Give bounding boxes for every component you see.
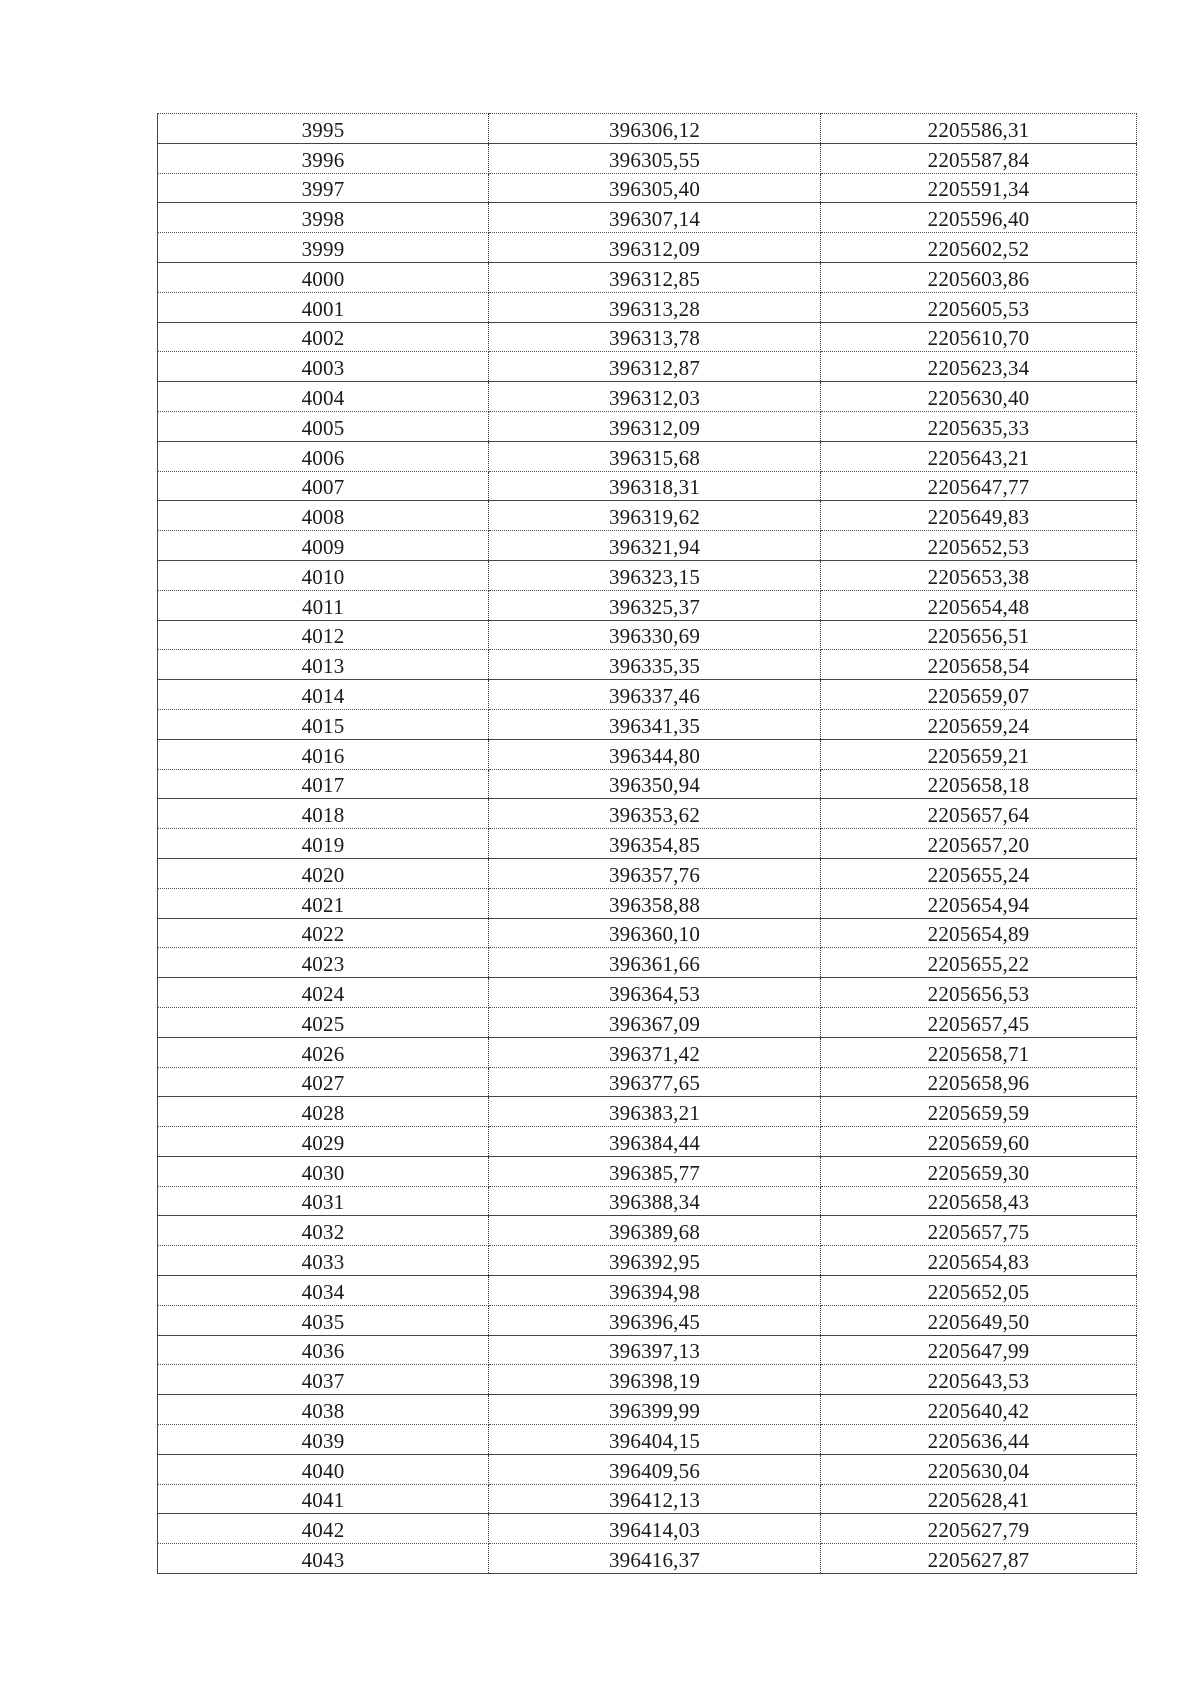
table-row (158, 322, 1137, 352)
point-number-cell: 4011 (158, 590, 489, 620)
y-coordinate-cell: 2205586,31 (821, 114, 1137, 144)
point-number-cell: 4042 (158, 1514, 489, 1544)
point-number-cell: 4021 (158, 888, 489, 918)
y-coordinate-cell: 2205652,53 (821, 531, 1137, 561)
x-coordinate-cell: 396367,09 (489, 1007, 821, 1037)
y-coordinate-cell: 2205653,38 (821, 560, 1137, 590)
point-number-cell: 4007 (158, 471, 489, 501)
table-row (158, 1395, 1137, 1425)
x-coordinate-cell: 396315,68 (489, 441, 821, 471)
y-coordinate-cell: 2205659,59 (821, 1097, 1137, 1127)
point-number-cell: 4014 (158, 680, 489, 710)
x-coordinate-cell: 396305,40 (489, 173, 821, 203)
x-coordinate-cell: 396350,94 (489, 769, 821, 799)
x-coordinate-cell: 396335,35 (489, 650, 821, 680)
x-coordinate-cell: 396312,09 (489, 233, 821, 263)
table-row (158, 471, 1137, 501)
table-row (158, 114, 1137, 144)
y-coordinate-cell: 2205658,54 (821, 650, 1137, 680)
table-row (158, 352, 1137, 382)
y-coordinate-cell: 2205610,70 (821, 322, 1137, 352)
y-coordinate-cell: 2205587,84 (821, 143, 1137, 173)
x-coordinate-cell: 396318,31 (489, 471, 821, 501)
y-coordinate-cell: 2205657,20 (821, 829, 1137, 859)
x-coordinate-cell: 396383,21 (489, 1097, 821, 1127)
point-number-cell: 4017 (158, 769, 489, 799)
y-coordinate-cell: 2205640,42 (821, 1395, 1137, 1425)
y-coordinate-cell: 2205628,41 (821, 1484, 1137, 1514)
point-number-cell: 4008 (158, 501, 489, 531)
y-coordinate-cell: 2205643,53 (821, 1365, 1137, 1395)
x-coordinate-cell: 396396,45 (489, 1305, 821, 1335)
x-coordinate-cell: 396404,15 (489, 1425, 821, 1455)
y-coordinate-cell: 2205658,71 (821, 1037, 1137, 1067)
table-row (158, 680, 1137, 710)
x-coordinate-cell: 396416,37 (489, 1544, 821, 1574)
y-coordinate-cell: 2205627,79 (821, 1514, 1137, 1544)
table-row (158, 858, 1137, 888)
point-number-cell: 4012 (158, 620, 489, 650)
y-coordinate-cell: 2205635,33 (821, 411, 1137, 441)
x-coordinate-cell: 396409,56 (489, 1454, 821, 1484)
table-row (158, 769, 1137, 799)
table-row (158, 978, 1137, 1008)
x-coordinate-cell: 396305,55 (489, 143, 821, 173)
table-row (158, 1454, 1137, 1484)
y-coordinate-cell: 2205659,60 (821, 1127, 1137, 1157)
point-number-cell: 4029 (158, 1127, 489, 1157)
y-coordinate-cell: 2205647,99 (821, 1335, 1137, 1365)
table-row (158, 1425, 1137, 1455)
y-coordinate-cell: 2205623,34 (821, 352, 1137, 382)
y-coordinate-cell: 2205603,86 (821, 262, 1137, 292)
point-number-cell: 4026 (158, 1037, 489, 1067)
table-row (158, 1514, 1137, 1544)
point-number-cell: 4038 (158, 1395, 489, 1425)
point-number-cell: 4040 (158, 1454, 489, 1484)
y-coordinate-cell: 2205656,51 (821, 620, 1137, 650)
table-row (158, 203, 1137, 233)
point-number-cell: 4031 (158, 1186, 489, 1216)
y-coordinate-cell: 2205591,34 (821, 173, 1137, 203)
table-row (158, 292, 1137, 322)
point-number-cell: 4028 (158, 1097, 489, 1127)
table-row (158, 1484, 1137, 1514)
table-row (158, 948, 1137, 978)
point-number-cell: 4018 (158, 799, 489, 829)
x-coordinate-cell: 396325,37 (489, 590, 821, 620)
point-number-cell: 4010 (158, 560, 489, 590)
point-number-cell: 3999 (158, 233, 489, 263)
table-row (158, 501, 1137, 531)
point-number-cell: 4037 (158, 1365, 489, 1395)
x-coordinate-cell: 396312,87 (489, 352, 821, 382)
x-coordinate-cell: 396361,66 (489, 948, 821, 978)
x-coordinate-cell: 396371,42 (489, 1037, 821, 1067)
point-number-cell: 4013 (158, 650, 489, 680)
table-row (158, 173, 1137, 203)
table-row (158, 531, 1137, 561)
point-number-cell: 4034 (158, 1276, 489, 1306)
table-row (158, 709, 1137, 739)
x-coordinate-cell: 396321,94 (489, 531, 821, 561)
point-number-cell: 4019 (158, 829, 489, 859)
y-coordinate-cell: 2205659,30 (821, 1156, 1137, 1186)
x-coordinate-cell: 396357,76 (489, 858, 821, 888)
x-coordinate-cell: 396337,46 (489, 680, 821, 710)
x-coordinate-cell: 396399,99 (489, 1395, 821, 1425)
y-coordinate-cell: 2205643,21 (821, 441, 1137, 471)
table-row (158, 1007, 1137, 1037)
table-row (158, 1037, 1137, 1067)
y-coordinate-cell: 2205659,21 (821, 739, 1137, 769)
y-coordinate-cell: 2205602,52 (821, 233, 1137, 263)
point-number-cell: 4009 (158, 531, 489, 561)
point-number-cell: 4043 (158, 1544, 489, 1574)
table-row (158, 650, 1137, 680)
table-row (158, 739, 1137, 769)
point-number-cell: 4000 (158, 262, 489, 292)
point-number-cell: 3997 (158, 173, 489, 203)
x-coordinate-cell: 396388,34 (489, 1186, 821, 1216)
point-number-cell: 4039 (158, 1425, 489, 1455)
y-coordinate-cell: 2205630,40 (821, 382, 1137, 412)
table-row (158, 1335, 1137, 1365)
x-coordinate-cell: 396313,78 (489, 322, 821, 352)
table-row (158, 1186, 1137, 1216)
point-number-cell: 4032 (158, 1216, 489, 1246)
y-coordinate-cell: 2205654,89 (821, 918, 1137, 948)
table-row (158, 888, 1137, 918)
table-row (158, 918, 1137, 948)
table-row (158, 1246, 1137, 1276)
point-number-cell: 4022 (158, 918, 489, 948)
table-row (158, 1156, 1137, 1186)
point-number-cell: 4005 (158, 411, 489, 441)
point-number-cell: 4033 (158, 1246, 489, 1276)
x-coordinate-cell: 396306,12 (489, 114, 821, 144)
point-number-cell: 4003 (158, 352, 489, 382)
x-coordinate-cell: 396353,62 (489, 799, 821, 829)
coordinate-table-body (158, 114, 1137, 1574)
x-coordinate-cell: 396385,77 (489, 1156, 821, 1186)
table-row (158, 262, 1137, 292)
y-coordinate-cell: 2205636,44 (821, 1425, 1137, 1455)
table-row (158, 233, 1137, 263)
table-row (158, 1097, 1137, 1127)
x-coordinate-cell: 396319,62 (489, 501, 821, 531)
table-row (158, 1276, 1137, 1306)
y-coordinate-cell: 2205657,45 (821, 1007, 1137, 1037)
table-row (158, 382, 1137, 412)
point-number-cell: 4030 (158, 1156, 489, 1186)
x-coordinate-cell: 396323,15 (489, 560, 821, 590)
point-number-cell: 4041 (158, 1484, 489, 1514)
point-number-cell: 3998 (158, 203, 489, 233)
y-coordinate-cell: 2205658,43 (821, 1186, 1137, 1216)
y-coordinate-cell: 2205652,05 (821, 1276, 1137, 1306)
table-row (158, 1067, 1137, 1097)
point-number-cell: 4035 (158, 1305, 489, 1335)
x-coordinate-cell: 396377,65 (489, 1067, 821, 1097)
x-coordinate-cell: 396360,10 (489, 918, 821, 948)
table-row (158, 1127, 1137, 1157)
x-coordinate-cell: 396312,09 (489, 411, 821, 441)
y-coordinate-cell: 2205659,07 (821, 680, 1137, 710)
point-number-cell: 4004 (158, 382, 489, 412)
y-coordinate-cell: 2205655,22 (821, 948, 1137, 978)
point-number-cell: 4027 (158, 1067, 489, 1097)
y-coordinate-cell: 2205654,48 (821, 590, 1137, 620)
x-coordinate-cell: 396344,80 (489, 739, 821, 769)
y-coordinate-cell: 2205654,94 (821, 888, 1137, 918)
y-coordinate-cell: 2205630,04 (821, 1454, 1137, 1484)
point-number-cell: 4025 (158, 1007, 489, 1037)
y-coordinate-cell: 2205659,24 (821, 709, 1137, 739)
x-coordinate-cell: 396354,85 (489, 829, 821, 859)
y-coordinate-cell: 2205649,50 (821, 1305, 1137, 1335)
table-row (158, 143, 1137, 173)
table-row (158, 1365, 1137, 1395)
x-coordinate-cell: 396397,13 (489, 1335, 821, 1365)
coordinate-table (157, 113, 1137, 1574)
x-coordinate-cell: 396392,95 (489, 1246, 821, 1276)
y-coordinate-cell: 2205656,53 (821, 978, 1137, 1008)
table-row (158, 620, 1137, 650)
y-coordinate-cell: 2205657,75 (821, 1216, 1137, 1246)
point-number-cell: 4020 (158, 858, 489, 888)
y-coordinate-cell: 2205654,83 (821, 1246, 1137, 1276)
y-coordinate-cell: 2205649,83 (821, 501, 1137, 531)
point-number-cell: 4036 (158, 1335, 489, 1365)
point-number-cell: 4001 (158, 292, 489, 322)
x-coordinate-cell: 396394,98 (489, 1276, 821, 1306)
y-coordinate-cell: 2205627,87 (821, 1544, 1137, 1574)
x-coordinate-cell: 396330,69 (489, 620, 821, 650)
y-coordinate-cell: 2205658,18 (821, 769, 1137, 799)
table-row (158, 829, 1137, 859)
x-coordinate-cell: 396313,28 (489, 292, 821, 322)
table-row (158, 560, 1137, 590)
y-coordinate-cell: 2205658,96 (821, 1067, 1137, 1097)
table-row (158, 441, 1137, 471)
y-coordinate-cell: 2205647,77 (821, 471, 1137, 501)
point-number-cell: 4024 (158, 978, 489, 1008)
x-coordinate-cell: 396307,14 (489, 203, 821, 233)
point-number-cell: 4015 (158, 709, 489, 739)
table-row (158, 590, 1137, 620)
y-coordinate-cell: 2205655,24 (821, 858, 1137, 888)
table-row (158, 1216, 1137, 1246)
point-number-cell: 4023 (158, 948, 489, 978)
point-number-cell: 4006 (158, 441, 489, 471)
x-coordinate-cell: 396358,88 (489, 888, 821, 918)
x-coordinate-cell: 396412,13 (489, 1484, 821, 1514)
point-number-cell: 3995 (158, 114, 489, 144)
table-row (158, 1305, 1137, 1335)
table-row (158, 799, 1137, 829)
table-row (158, 1544, 1137, 1574)
y-coordinate-cell: 2205657,64 (821, 799, 1137, 829)
x-coordinate-cell: 396364,53 (489, 978, 821, 1008)
point-number-cell: 3996 (158, 143, 489, 173)
y-coordinate-cell: 2205605,53 (821, 292, 1137, 322)
point-number-cell: 4016 (158, 739, 489, 769)
point-number-cell: 4002 (158, 322, 489, 352)
table-row (158, 411, 1137, 441)
x-coordinate-cell: 396312,85 (489, 262, 821, 292)
y-coordinate-cell: 2205596,40 (821, 203, 1137, 233)
x-coordinate-cell: 396384,44 (489, 1127, 821, 1157)
x-coordinate-cell: 396341,35 (489, 709, 821, 739)
x-coordinate-cell: 396312,03 (489, 382, 821, 412)
x-coordinate-cell: 396414,03 (489, 1514, 821, 1544)
x-coordinate-cell: 396398,19 (489, 1365, 821, 1395)
x-coordinate-cell: 396389,68 (489, 1216, 821, 1246)
